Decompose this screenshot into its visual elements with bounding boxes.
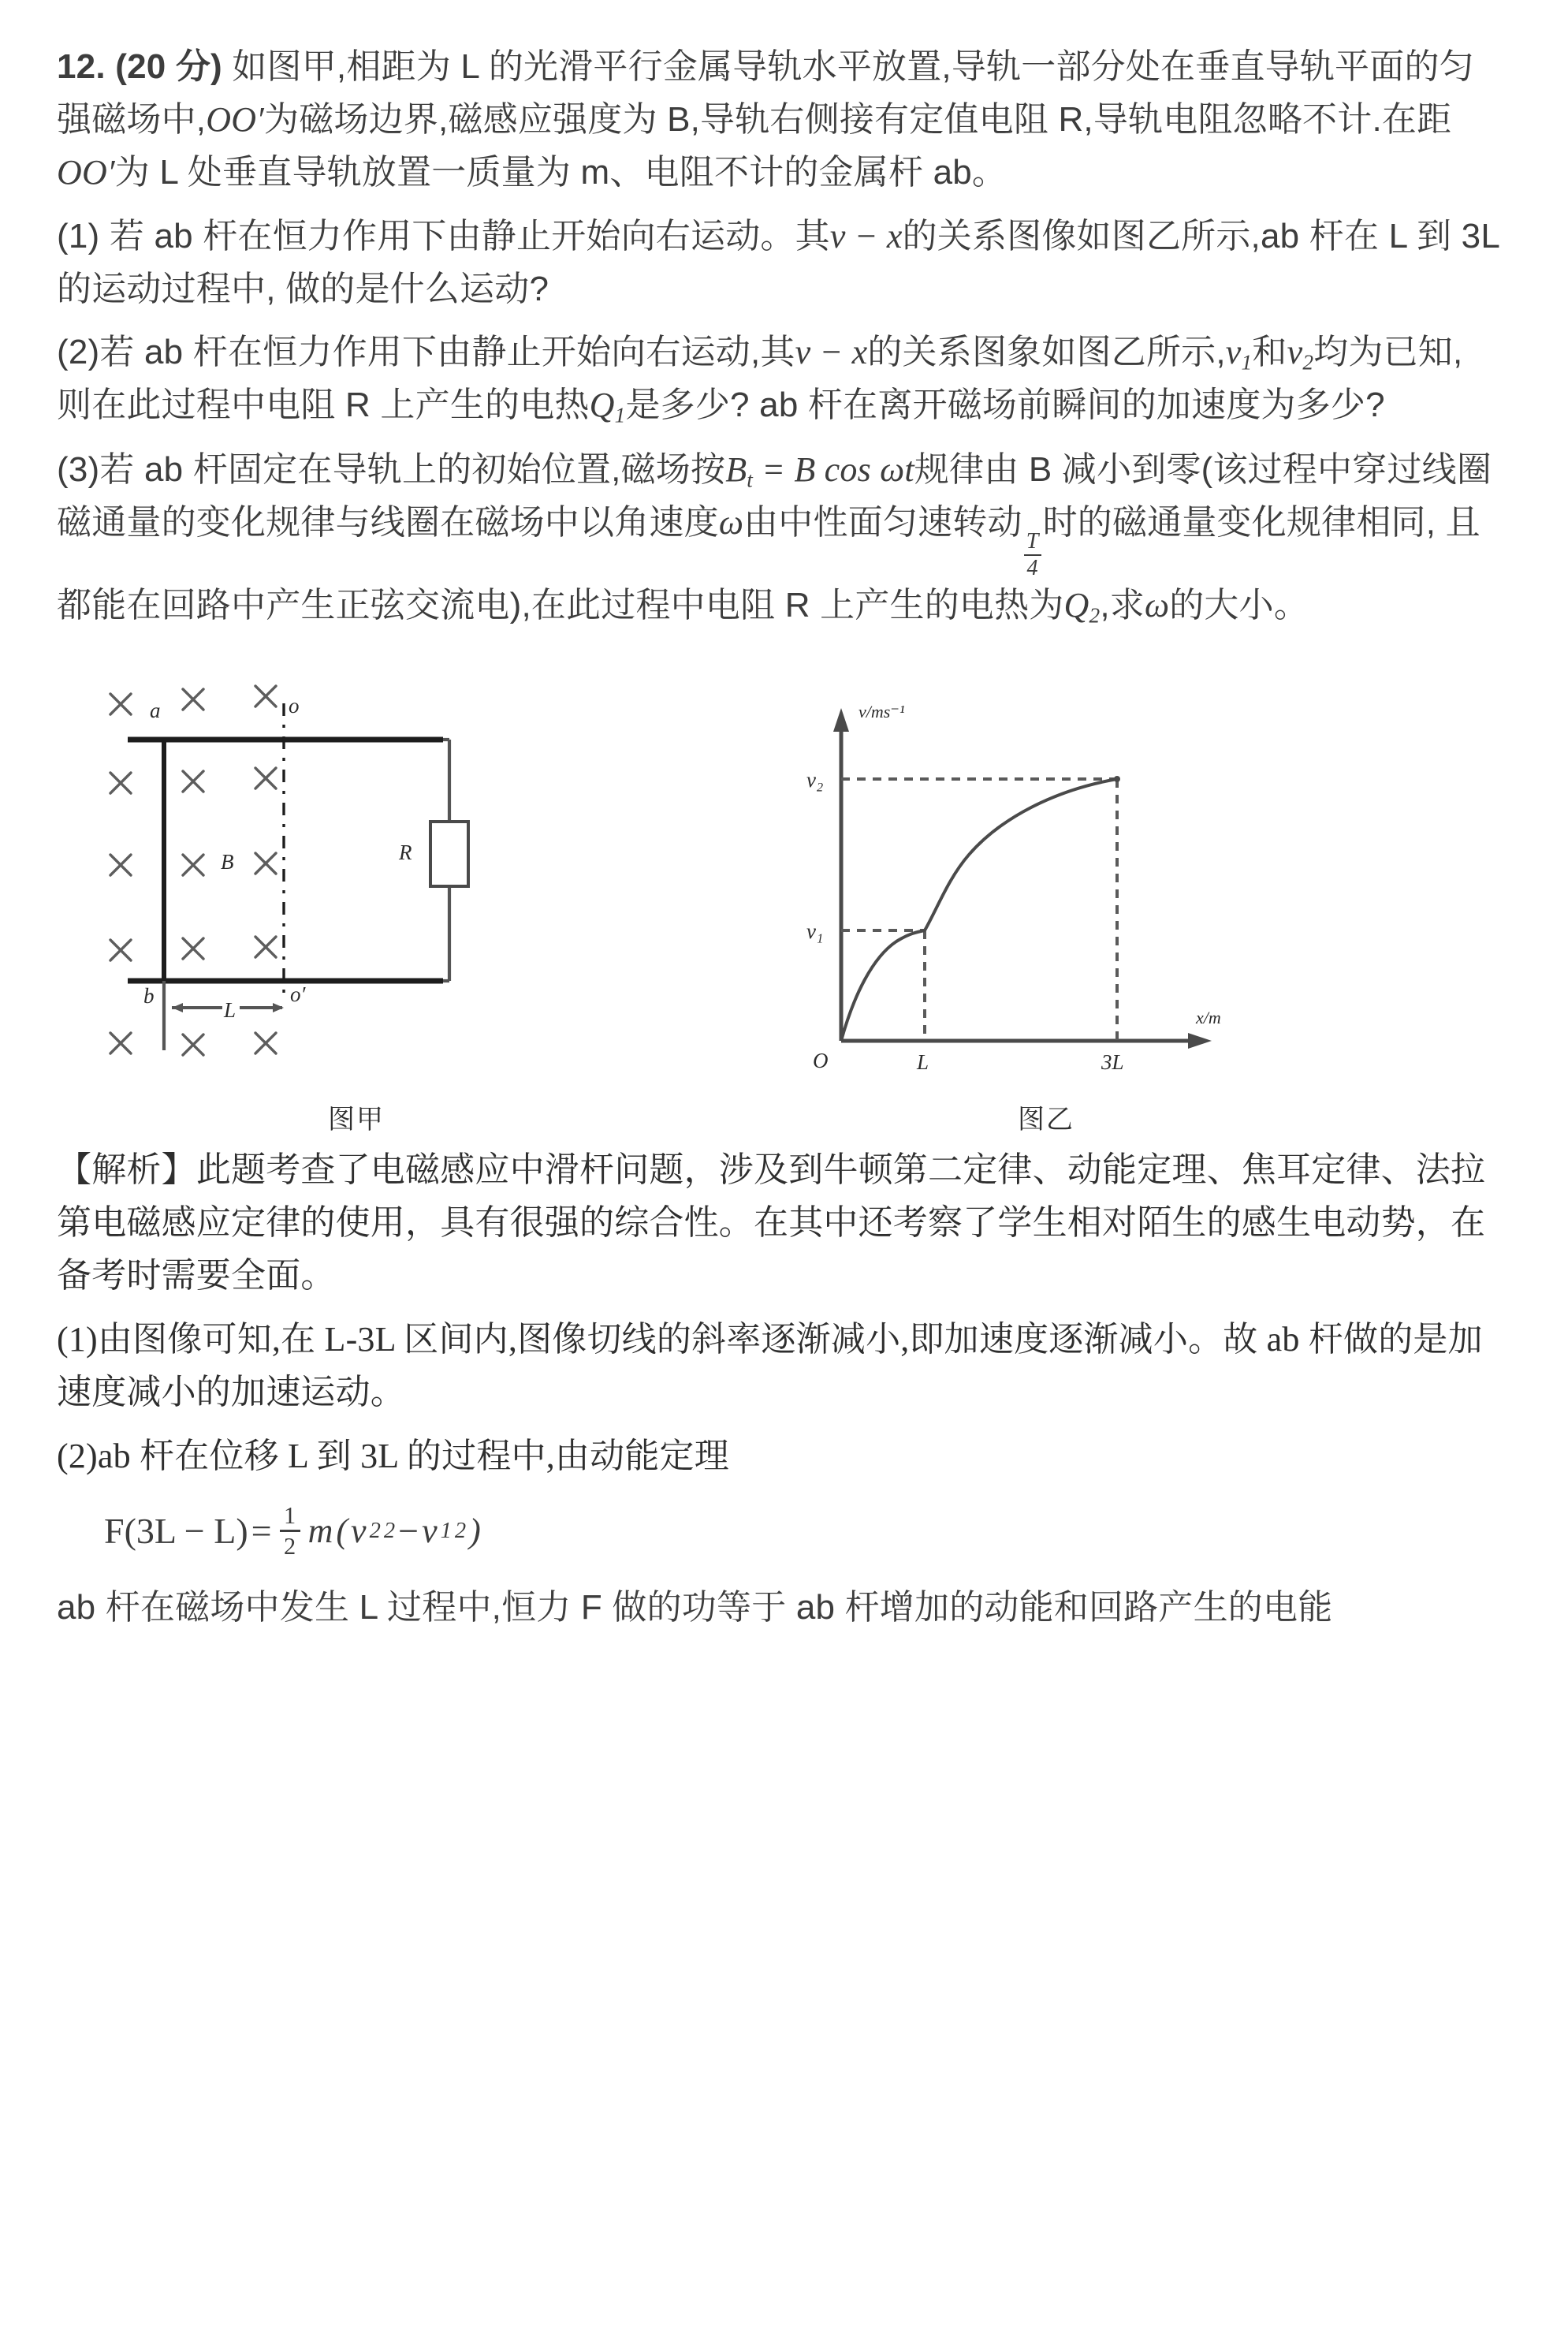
label-o: o bbox=[289, 694, 300, 718]
label-R-resistor: R bbox=[399, 841, 412, 865]
label-o-prime: o′ bbox=[290, 982, 306, 1007]
q3-bcoswt-equation: = B cos ωt bbox=[753, 449, 914, 489]
label-b: b bbox=[143, 984, 155, 1008]
y-axis-arrow bbox=[833, 708, 849, 732]
y-tick-label-v2: v₂ bbox=[806, 768, 824, 792]
kinetic-energy-equation bbox=[104, 1501, 1507, 1560]
fraction-numerator: T bbox=[1026, 529, 1039, 554]
problem-number: 12. bbox=[57, 47, 106, 86]
q2-text-d: 均为已知, 则在此过程中电阻 R 上产生的电热 bbox=[57, 333, 1463, 425]
step2-label: (2) bbox=[57, 1436, 98, 1475]
stem-text-2: 为磁场边界,磁感应强度为 B,导轨右侧接有定值电阻 R,导轨电阻忽略不计.在距 bbox=[264, 99, 1452, 139]
oo-prime-label-1: OO′ bbox=[206, 99, 265, 139]
figures-row bbox=[65, 643, 1507, 1144]
q2-v2-symbol: v bbox=[1287, 333, 1303, 372]
q3-label: (3) bbox=[57, 449, 100, 489]
oo-prime-label-2: OO′ bbox=[57, 152, 115, 192]
vx-graph-svg bbox=[786, 680, 1291, 1090]
analysis-intro-text: 此题考查了电磁感应中滑杆问题，涉及到牛顿第二定律、动能定理、焦耳定律、法拉第电磁感应定律的使用，具有很强的综合性。在其中还考察了学生相对陌生的感生电动势，在备考时需要全面。 bbox=[57, 1150, 1486, 1295]
q3-text-d: 时的磁通量变化规律相同, 且都能在回路中产生正弦交流电),在此过程中电阻 R 上产生的电热为 bbox=[57, 502, 1480, 625]
y-axis-label: v/ms⁻¹ bbox=[858, 702, 905, 722]
equation-v2-subscript: 2 bbox=[369, 1518, 381, 1543]
analysis-tag: 【解析】 bbox=[57, 1150, 196, 1190]
q2-vx-math: v − x bbox=[795, 333, 868, 372]
equation-v2-superscript: 2 bbox=[383, 1518, 396, 1543]
problem-marks: (20 分) bbox=[115, 47, 222, 86]
analysis-step-3: ab 杆在磁场中发生 L 过程中,恒力 F 做的功等于 ab 杆增加的动能和回路产生的电能 bbox=[57, 1588, 1333, 1627]
label-B-field: B bbox=[221, 850, 234, 874]
equation-minus: − bbox=[398, 1511, 419, 1552]
q3-period-fraction bbox=[1024, 531, 1041, 580]
equation-v2-symbol: v bbox=[351, 1512, 367, 1551]
figure-jia-circuit bbox=[104, 680, 703, 1136]
step1-label: (1) bbox=[57, 1320, 98, 1359]
analysis-intro bbox=[57, 1144, 1507, 1303]
resistor-R bbox=[430, 822, 468, 886]
step1-text: 由图像可知,在 L-3L 区间内,图像切线的斜率逐渐减小,即加速度逐渐减小。故 ab 杆做的是加速度减小的加速运动。 bbox=[57, 1320, 1483, 1411]
equation-v1-symbol: v bbox=[422, 1512, 438, 1551]
equation-v1-superscript: 2 bbox=[454, 1518, 467, 1543]
equation-half-fraction bbox=[280, 1501, 300, 1560]
x-tick-label-3L: 3L bbox=[1101, 1050, 1124, 1075]
question-2 bbox=[57, 326, 1507, 432]
q3-Q2-symbol: Q bbox=[1063, 586, 1089, 625]
stem-text-3: 为 L 处垂直导轨放置一质量为 m、电阻不计的金属杆 ab。 bbox=[114, 152, 1007, 192]
q2-Q1-symbol: Q bbox=[589, 386, 615, 425]
origin-label: O bbox=[813, 1049, 829, 1073]
step2-text: ab 杆在位移 L 到 3L 的过程中,由动能定理 bbox=[97, 1436, 729, 1475]
arrow-head-right bbox=[273, 1003, 284, 1012]
q2-Q1-subscript: 1 bbox=[614, 404, 626, 428]
question-3 bbox=[57, 444, 1507, 633]
circuit-diagram-svg bbox=[104, 680, 703, 1090]
x-axis-arrow bbox=[1188, 1033, 1212, 1049]
x-tick-label-L: L bbox=[917, 1050, 929, 1075]
q2-text-e: 是多少? ab 杆在离开磁场前瞬间的加速度为多少? bbox=[625, 386, 1385, 425]
q3-text-b: 规律由 B 减小到零(该过程中穿过线圈磁通量的变化规律与线圈在磁场中以角速度 bbox=[57, 449, 1492, 542]
equation-mass-m: m bbox=[307, 1512, 333, 1551]
equation-paren-open: ( bbox=[336, 1512, 348, 1551]
y-tick-label-v1: v₁ bbox=[806, 919, 824, 944]
q2-v1-subscript: 1 bbox=[1241, 351, 1253, 375]
q3-text-f: 的大小。 bbox=[1169, 586, 1309, 625]
q2-v2-subscript: 2 bbox=[1302, 351, 1314, 375]
stem-text-1: 如图甲,相距为 L 的光滑平行金属导轨水平放置,导轨一部分处在垂直导轨平面的匀强磁场中, bbox=[57, 47, 1474, 139]
label-a: a bbox=[150, 699, 161, 723]
figure-yi-caption: 图乙 bbox=[1018, 1105, 1075, 1135]
equation-paren-close: ) bbox=[469, 1512, 481, 1551]
q3-Bt-symbol: B bbox=[725, 449, 747, 489]
q1-text-b: 的关系图像如图乙所示,ab 杆在 L 到 3L 的运动过程中, 做的是什么运动? bbox=[57, 216, 1499, 308]
q1-label: (1) bbox=[57, 216, 100, 255]
equation-lhs: F(3L − L) bbox=[104, 1511, 248, 1552]
problem-stem bbox=[57, 41, 1507, 199]
arrow-head-left bbox=[172, 1003, 183, 1012]
q3-Bt-subscript: t bbox=[747, 468, 754, 492]
equation-equals: = bbox=[251, 1511, 272, 1552]
eq-fraction-denominator: 2 bbox=[284, 1533, 296, 1560]
eq-fraction-numerator: 1 bbox=[284, 1501, 296, 1529]
q3-text-a: 若 ab 杆固定在导轨上的初始位置,磁场按 bbox=[99, 449, 726, 489]
curve-segment-L-to-3L bbox=[925, 779, 1117, 930]
x-axis-label: x/m bbox=[1196, 1008, 1221, 1028]
curve-segment-0-to-L bbox=[841, 930, 925, 1041]
analysis-step-2 bbox=[57, 1430, 1507, 1483]
q3-omega-symbol-1: ω bbox=[718, 502, 744, 542]
q2-label: (2) bbox=[57, 333, 100, 372]
figure-yi-graph bbox=[786, 680, 1291, 1136]
figure-jia-caption: 图甲 bbox=[328, 1105, 385, 1135]
q3-omega-symbol-2: ω bbox=[1144, 586, 1170, 625]
fraction-denominator: 4 bbox=[1026, 556, 1038, 581]
q2-text-c: 和 bbox=[1252, 333, 1287, 372]
q3-Q2-subscript: 2 bbox=[1089, 604, 1101, 628]
q2-v1-symbol: v bbox=[1225, 333, 1242, 372]
q3-text-e: ,求 bbox=[1100, 586, 1145, 625]
eq-fraction-bar bbox=[280, 1530, 300, 1532]
analysis-step-1 bbox=[57, 1314, 1507, 1419]
q3-text-c: 由中性面匀速转动 bbox=[743, 502, 1022, 542]
question-1 bbox=[57, 211, 1507, 316]
equation-v1-subscript: 1 bbox=[440, 1518, 452, 1543]
q2-text-a: 若 ab 杆在恒力作用下由静止开始向右运动,其 bbox=[99, 333, 795, 372]
q2-text-b: 的关系图象如图乙所示, bbox=[867, 333, 1226, 372]
q1-vx-math: v − x bbox=[829, 216, 903, 255]
endpoint-marker-3L bbox=[1114, 776, 1120, 782]
q1-text-a: 若 ab 杆在恒力作用下由静止开始向右运动。其 bbox=[99, 216, 830, 255]
label-L-length: L bbox=[224, 998, 237, 1023]
